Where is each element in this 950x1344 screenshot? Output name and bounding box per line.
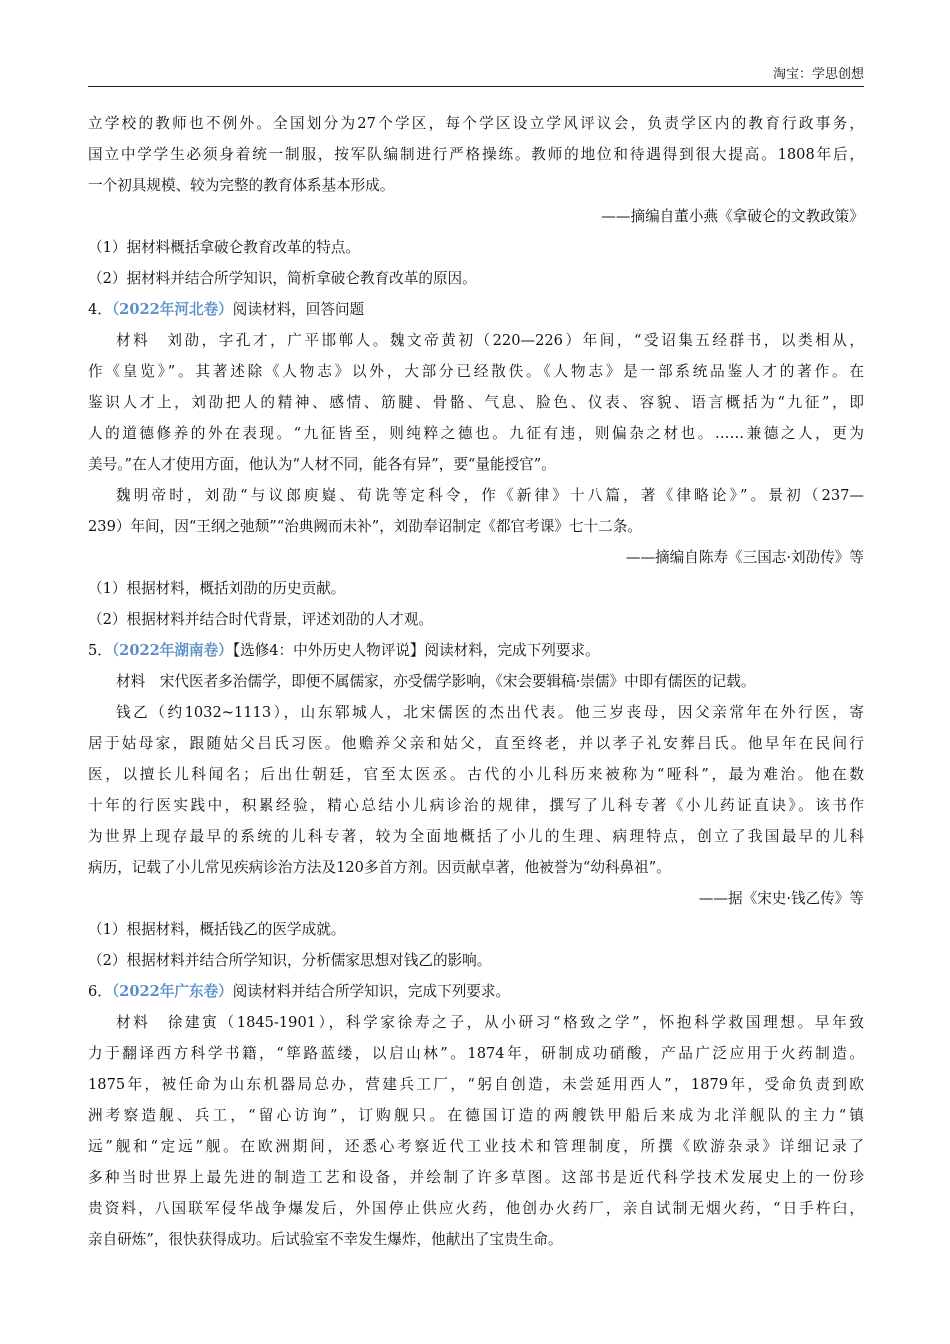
question-4-heading — [88, 294, 864, 325]
question-number: 4． — [88, 301, 112, 318]
question-prompt: 阅读材料，回答问题 — [232, 301, 365, 318]
exam-source-tag: （2022年河北卷） — [111, 301, 233, 318]
document-body — [88, 108, 864, 1255]
source-citation: ——摘编自陈寿《三国志·刘劭传》等 — [625, 549, 864, 566]
exam-source-tag: （2022年广东卷） — [111, 983, 233, 1000]
material-line: 材料 宋代医者多治儒学，即便不属儒家，亦受儒学影响，《宋会要辑稿·崇儒》中即有儒医的记载。 — [116, 673, 756, 690]
question-prompt: 【选修4：中外历史人物评说】阅读材料，完成下列要求。 — [232, 642, 600, 659]
material-line: 钱乙（约1032~1113），山东郓城人，北宋儒医的杰出代表。他三岁丧母，因父亲常年在外行医，寄 — [116, 704, 864, 721]
material-line: 材料 刘劭，字孔才，广平邯郸人。魏文帝黄初（220—226）年间，“受诏集五经群书，以类相从， — [116, 332, 864, 349]
material-line: 贵资料，八国联军侵华战争爆发后，外国停止供应火药，他创办火药厂，亲自试制无烟火药，“日手杵臼， — [88, 1200, 864, 1217]
material-line: 为世界上现存最早的系统的儿科专著，较为全面地概括了小儿的生理、病理特点，创立了我国最早的儿科 — [88, 828, 864, 845]
exam-source-tag: （2022年湖南卷） — [111, 642, 233, 659]
material-line: 医，以擅长儿科闻名；后出仕朝廷，官至太医丞。古代的小儿科历来被称为“哑科”，最为难治。他在数 — [88, 766, 864, 783]
intro-line: 立学校的教师也不例外。全国划分为27个学区，每个学区设立学风评议会，负责学区内的教育行政事务， — [88, 115, 864, 132]
header-text: 淘宝：学思创想 — [772, 67, 864, 82]
question-5-heading — [88, 635, 864, 666]
source-citation: ——据《宋史·钱乙传》等 — [698, 890, 864, 907]
material-line: 人的道德修养的外在表现。“九征皆至，则纯粹之德也。九征有违，则偏杂之材也。……兼德之人，更为 — [88, 425, 864, 442]
question-number: 5． — [88, 642, 112, 659]
intro-line: 国立中学学生必须身着统一制服，按军队编制进行严格操练。教师的地位和待遇得到很大提高。1808年后， — [88, 146, 864, 163]
question-item: （2）根据材料并结合所学知识，分析儒家思想对钱乙的影响。 — [88, 952, 492, 969]
material-line: 鉴识人才上，刘劭把人的精神、感情、筋腱、骨骼、气息、脸色、仪表、容貌、语言概括为“九征”，即 — [88, 394, 864, 411]
material-line: 作《皇览》”。其著述除《人物志》以外，大部分已经散佚。《人物志》是一部系统品鉴人才的著作。在 — [88, 363, 864, 380]
question-item: （2）据材料并结合所学知识，简析拿破仑教育改革的原因。 — [88, 270, 477, 287]
material-line: 十年的行医实践中，积累经验，精心总结小儿病诊治的规律，撰写了儿科专著《小儿药证直诀》。该书作 — [88, 797, 864, 814]
material-line: 材料 徐建寅（1845-1901），科学家徐寿之子，从小研习“格致之学”，怀抱科学救国理想。早年致 — [116, 1014, 864, 1031]
source-citation: ——摘编自董小燕《拿破仑的文教政策》 — [601, 208, 864, 225]
material-line: 居于姑母家，跟随姑父吕氏习医。他赡养父亲和姑父，直至终老，并以孝子礼安葬吕氏。他早年在民间行 — [88, 735, 864, 752]
question-6-heading — [88, 976, 864, 1007]
question-number: 6． — [88, 983, 112, 1000]
question-item: （2）根据材料并结合时代背景，评述刘劭的人才观。 — [88, 611, 433, 628]
question-item: （1）据材料概括拿破仑教育改革的特点。 — [88, 239, 360, 256]
material-line: 洲考察造舰、兵工，“留心访询”，订购舰只。在德国订造的两艘铁甲船后来成为北洋舰队的主力“镇 — [88, 1107, 864, 1124]
material-line: 多种当时世界上最先进的制造工艺和设备，并绘制了许多草图。这部书是近代科学技术发展史上的一份珍 — [88, 1169, 864, 1186]
material-line: 239）年间，因“王纲之弛颓”“治典阙而未补”，刘劭奉诏制定《都官考课》七十二条。 — [88, 518, 642, 535]
question-prompt: 阅读材料并结合所学知识，完成下列要求。 — [232, 983, 511, 1000]
question-item: （1）根据材料，概括刘劭的历史贡献。 — [88, 580, 346, 597]
intro-line: 一个初具规模、较为完整的教育体系基本形成。 — [88, 177, 395, 194]
material-line: 1875年，被任命为山东机器局总办，营建兵工厂，“躬自创造，未尝延用西人”，1879年，受命负责到欧 — [88, 1076, 864, 1093]
material-line: 远”舰和“定远”舰。在欧洲期间，还悉心考察近代工业技术和管理制度，所撰《欧游杂录》详细记录了 — [88, 1138, 864, 1155]
material-line: 病历，记载了小儿常见疾病诊治方法及120多首方剂。因贡献卓著，他被誉为“幼科鼻祖”。 — [88, 859, 671, 876]
material-line: 力于翻译西方科学书籍，“筚路蓝缕，以启山林”。1874年，研制成功硝酸，产品广泛应用于火药制造。 — [88, 1045, 864, 1062]
material-line: 魏明帝时，刘劭“与议郎庾嶷、荀诜等定科令，作《新律》十八篇，著《律略论》”。景初（237— — [116, 487, 864, 504]
question-item: （1）根据材料，概括钱乙的医学成就。 — [88, 921, 346, 938]
material-line: 美号。”在人才使用方面，他认为“人材不同，能各有异”，要“量能授官”。 — [88, 456, 556, 473]
page-header — [88, 66, 864, 87]
material-line: 亲自研炼”，很快获得成功。后试验室不幸发生爆炸，他献出了宝贵生命。 — [88, 1231, 563, 1248]
